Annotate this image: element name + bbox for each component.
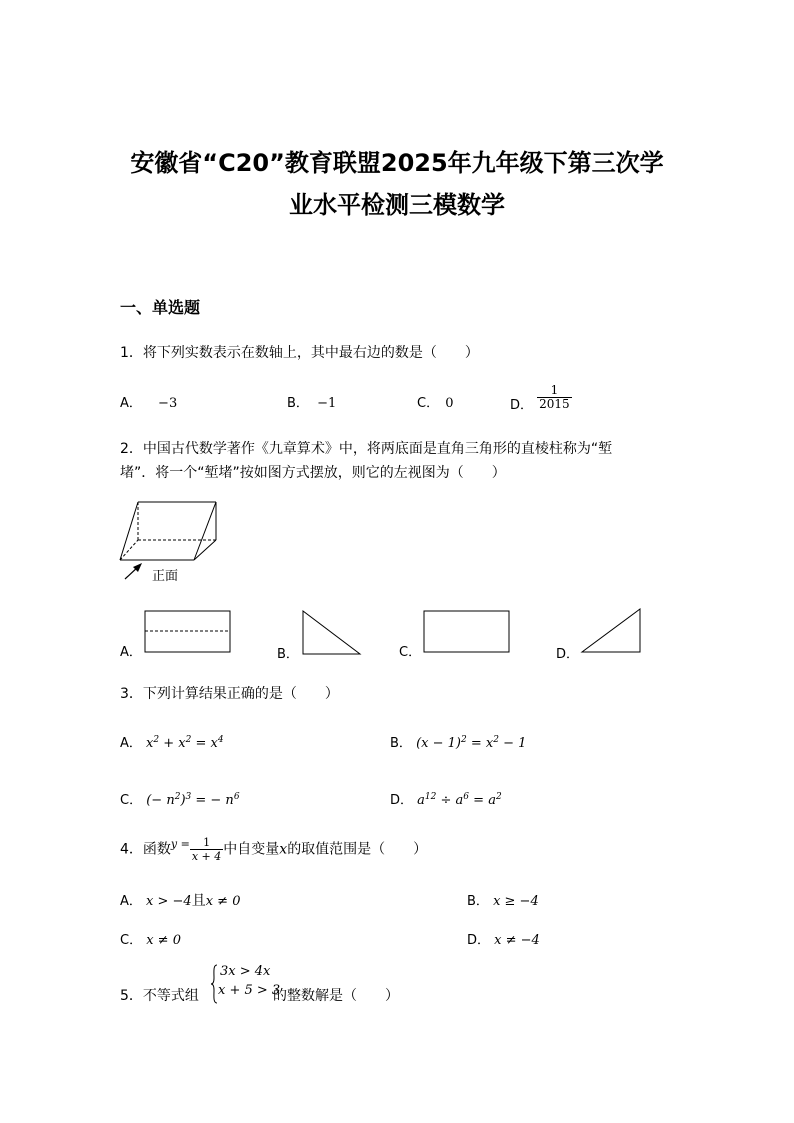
option-label: A． <box>120 894 142 909</box>
q2-option-d-label: D． <box>556 647 580 662</box>
fraction-numerator: 1 <box>537 384 572 398</box>
document-title-line1: 安徽省“C20”教育联盟2025年九年级下第三次学 <box>130 149 664 177</box>
q4-option-c <box>120 929 181 948</box>
q5-stem-suffix: 的整数解是（ ） <box>273 988 399 1004</box>
q4-option-d <box>467 929 540 948</box>
prism-figure <box>118 500 220 562</box>
expression: x ≠ −4 <box>494 933 540 948</box>
option-label: A． <box>120 396 142 411</box>
expression: x ≠ 0 <box>205 894 241 909</box>
expression: $(x - 1)^2 = x^2 - 1$ <box>416 735 527 751</box>
q1-option-d <box>510 384 572 411</box>
option-value: 0 <box>445 396 454 411</box>
fraction <box>537 384 572 411</box>
q4-stem-var: x <box>279 841 288 858</box>
q1-option-b <box>287 392 336 411</box>
q3-option-c <box>120 789 240 808</box>
fraction-denominator: x + 4 <box>191 850 222 863</box>
expression: x > −4 <box>146 894 192 909</box>
q3-option-d <box>390 789 502 808</box>
q5-inequality-1: 3x > 4x <box>220 964 271 979</box>
q3-stem: 3．下列计算结果正确的是（ ） <box>120 686 339 702</box>
expression: $a^{12} \div a^6 = a^2$ <box>417 792 502 808</box>
q2-option-b-label: B． <box>277 647 299 662</box>
fraction-numerator: 1 <box>190 836 223 850</box>
q4-stem <box>120 836 427 863</box>
q1-stem: 1．将下列实数表示在数轴上，其中最右边的数是（ ） <box>120 345 479 361</box>
front-label: 正面 <box>152 569 179 584</box>
option-label: D． <box>467 933 491 948</box>
q3-option-a <box>120 732 224 751</box>
q5-stem-prefix: 5．不等式组 <box>120 988 199 1004</box>
q4-stem-prefix: 4．函数 <box>120 841 171 858</box>
arrow-icon <box>123 563 145 581</box>
q3-option-b <box>390 732 526 751</box>
q2-option-c-figure <box>423 610 511 654</box>
option-label: C． <box>120 793 143 808</box>
q4-stem-middle: 中自变量 <box>223 841 280 858</box>
q2-option-a-label: A． <box>120 645 142 660</box>
expression: x ≠ 0 <box>146 933 181 948</box>
q2-stem-line1: 2．中国古代数学著作《九章算术》中，将两底面是直角三角形的直棱柱称为“堑 <box>120 441 613 457</box>
document-title-line2: 业水平检测三模数学 <box>289 191 505 219</box>
expression: x ≥ −4 <box>493 894 539 909</box>
option-value: −1 <box>317 396 337 411</box>
expression: $x^2 + x^2 = x^4$ <box>146 735 224 751</box>
option-label: B． <box>467 894 489 909</box>
q5-inequality-2: x + 5 > 3 <box>218 983 281 998</box>
brace-icon <box>210 964 218 1004</box>
function-fraction <box>190 836 223 863</box>
function-y: y = <box>170 837 190 851</box>
section-heading: 一、单选题 <box>120 298 201 317</box>
fraction-denominator: 2015 <box>539 397 570 411</box>
q2-stem-line2: 堵”．将一个“堑堵”按如图方式摆放，则它的左视图为（ ） <box>120 465 506 481</box>
q4-option-b <box>467 890 539 909</box>
q4-option-a <box>120 890 240 910</box>
option-label: D． <box>390 793 414 808</box>
option-value: −3 <box>158 396 178 411</box>
option-label: B． <box>287 396 309 411</box>
q2-option-a-figure <box>144 610 232 654</box>
q4-stem-suffix: 的取值范围是（ ） <box>287 841 428 858</box>
option-label: B． <box>390 736 412 751</box>
expression: (− $n^2)^3$ = − $n^6$ <box>146 792 240 808</box>
q1-option-c <box>417 392 454 411</box>
q2-option-b-figure <box>302 610 362 656</box>
conjunction: 且 <box>191 893 206 909</box>
q2-option-c-label: C． <box>399 645 422 660</box>
option-label: C． <box>417 396 440 411</box>
q1-option-a <box>120 392 177 411</box>
option-label: C． <box>120 933 143 948</box>
q2-option-d-figure <box>580 608 642 654</box>
option-label: A． <box>120 736 142 751</box>
option-label: D． <box>510 398 534 413</box>
